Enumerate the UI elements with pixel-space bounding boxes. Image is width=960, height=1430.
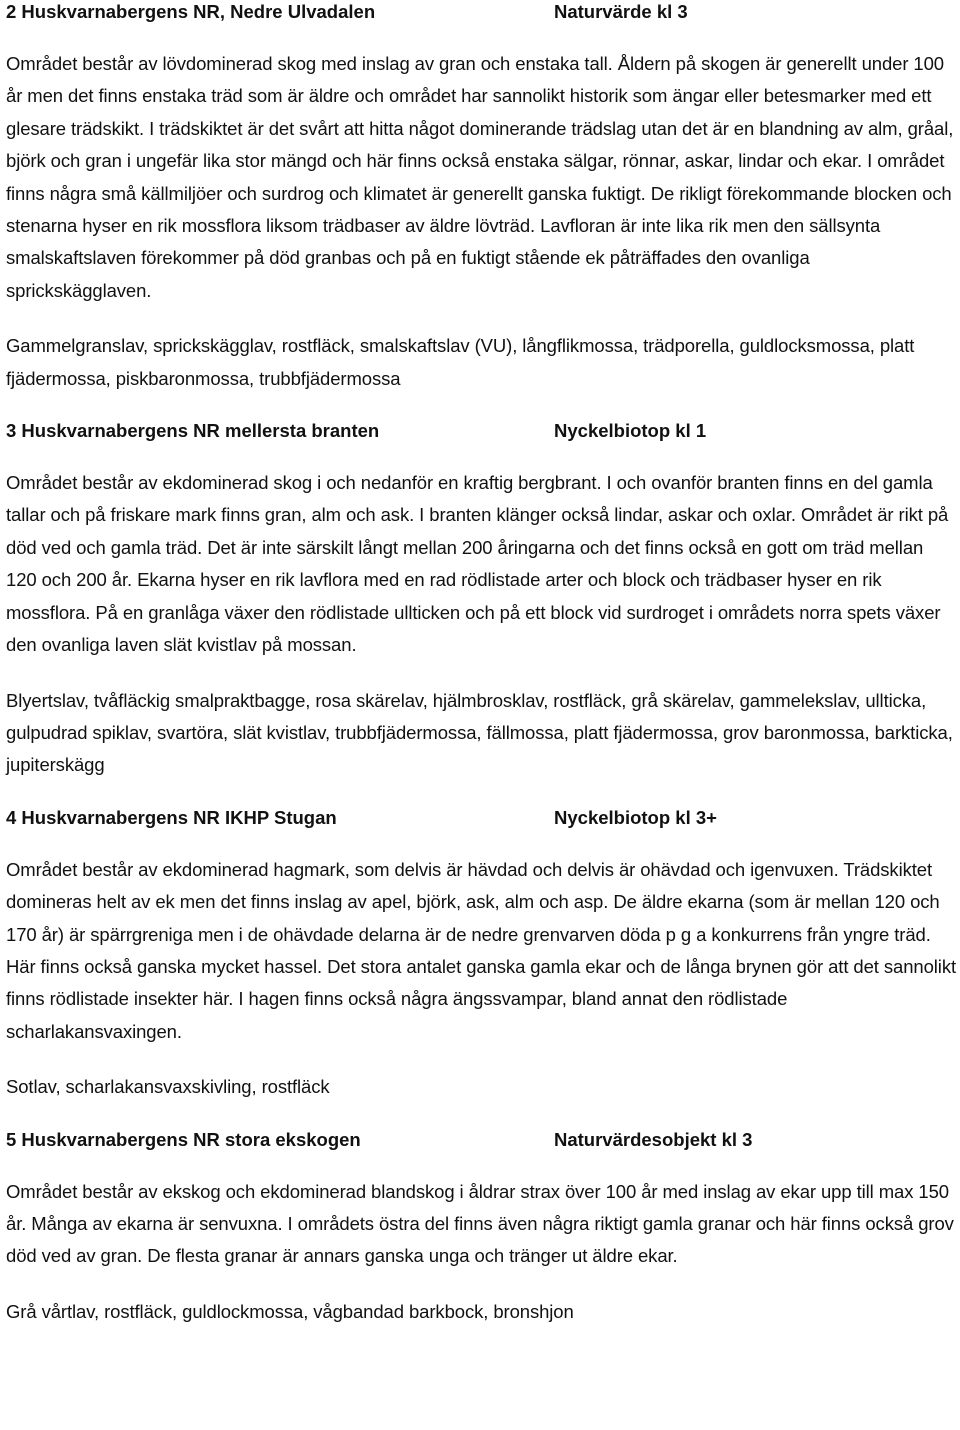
spacer [6, 1048, 956, 1071]
section-description: Området består av ekdominerad hagmark, som delvis är hävdad och delvis är ohävdad och igenvuxen. Trädskiktet domineras helt av ek men det finns inslag av apel, björk, ask, alm och asp. De äldre ekarna (som är mellan 120 och 170 år) är spärrgreniga men i de ohävdade delarna är de nedre grenvarven döda p g a konkurrens från yngre träd. Här finns också ganska mycket hassel. Det stora antalet ganska gamla ekar och de långa brynen gör att det sannolikt finns rödlistade insekter här. I hagen finns också några ängssvampar, bland annat den rödlistade scharlakansvaxingen. [6, 858, 957, 1042]
species-list: Grå vårtlav, rostfläck, guldlockmossa, vågbandad barkbock, bronshjon [6, 1300, 574, 1322]
spacer [6, 395, 956, 419]
section-2 [6, 0, 956, 395]
section-3 [6, 419, 956, 782]
section-classification: Naturvärdesobjekt kl 3 [554, 1128, 753, 1150]
section-heading [6, 806, 956, 830]
section-heading [6, 1128, 956, 1152]
section-5 [6, 1128, 956, 1329]
spacer [6, 24, 956, 48]
spacer [6, 830, 956, 854]
species-list: Gammelgranslav, sprickskägglav, rostfläck, smalskaftslav (VU), långflikmossa, trädporella, guldlocksmossa, platt fjädermossa, piskbaronmossa, trubbfjädermossa [6, 335, 915, 389]
document [6, 0, 956, 1328]
spacer [6, 662, 956, 685]
spacer [6, 1273, 956, 1296]
section-title: 3 Huskvarnabergens NR mellersta branten [6, 420, 380, 442]
section-classification: Nyckelbiotop kl 3+ [554, 806, 717, 828]
section-title: 2 Huskvarnabergens NR, Nedre Ulvadalen [6, 1, 376, 22]
section-4 [6, 806, 956, 1104]
species-list: Sotlav, scharlakansvaxskivling, rostfläck [6, 1076, 330, 1098]
section-description: Området består av lövdominerad skog med inslag av gran och enstaka tall. Åldern på skogen är generellt under 100 år men det finns enstaka träd som är äldre och området har sannolikt historik som ängar eller betesmarker med ett glesare trädskikt. I trädskiktet är det svårt att hitta något dominerande trädslag utan det är en blandning av alm, gråal, björk och gran i ungefär lika stor mängd och här finns också enstaka sälgar, rönnar, askar, lindar och ekar. I området finns några små källmiljöer och surdrog och klimatet är generellt ganska fuktigt. De rikligt förekommande blocken och stenarna hyser en rik mossflora liksom trädbaser av äldre lövträd. Lavfloran är inte lika rik men den sällsynta smalskaftslaven förekommer på död granbas och på en fuktigt stående ek påträffades den ovanliga sprickskägglaven. [6, 53, 954, 301]
section-title: 5 Huskvarnabergens NR stora ekskogen [6, 1128, 361, 1150]
section-description: Området består av ekdominerad skog i och nedanför en kraftig bergbrant. I och ovanför branten finns en del gamla tallar och på friskare mark finns gran, alm och ask. I branten klänger också lindar, askar och oxlar. Området är rikt på död ved och gamla träd. Det är inte särskilt långt mellan 200 åringarna och det finns också en gott om träd mellan 120 och 200 år. Ekarna hyser en rik lavflora med en rad rödlistade arter och block och trädbaser hyser en rik mossflora. På en granlåga växer den rödlistade ullticken och på ett block vid surdroget i områdets norra spets växer den ovanliga laven slät kvistlav på mossan. [6, 472, 949, 656]
spacer [6, 782, 956, 806]
spacer [6, 443, 956, 467]
section-heading [6, 0, 956, 24]
species-list: Blyertslav, tvåfläckig smalpraktbagge, rosa skärelav, hjälmbrosklav, rostfläck, grå skärelav, gammelekslav, ullticka, gulpudrad spiklav, svartöra, slät kvistlav, trubbfjädermossa, fällmossa, platt fjädermossa, grov baronmossa, barkticka, jupiterskägg [6, 689, 953, 776]
section-classification: Naturvärde kl 3 [554, 1, 688, 22]
spacer [6, 1152, 956, 1176]
section-description: Området består av ekskog och ekdominerad blandskog i åldrar strax över 100 år med inslag av ekar upp till max 150 år. Många av ekarna är senvuxna. I områdets östra del finns även några riktigt gamla granar och här finns också grov död ved av gran. De flesta granar är annars ganska unga och tränger ut äldre ekar. [6, 1180, 954, 1267]
section-title: 4 Huskvarnabergens NR IKHP Stugan [6, 806, 337, 828]
section-heading [6, 419, 956, 443]
section-classification: Nyckelbiotop kl 1 [554, 420, 707, 442]
spacer [6, 1104, 956, 1128]
spacer [6, 307, 956, 330]
